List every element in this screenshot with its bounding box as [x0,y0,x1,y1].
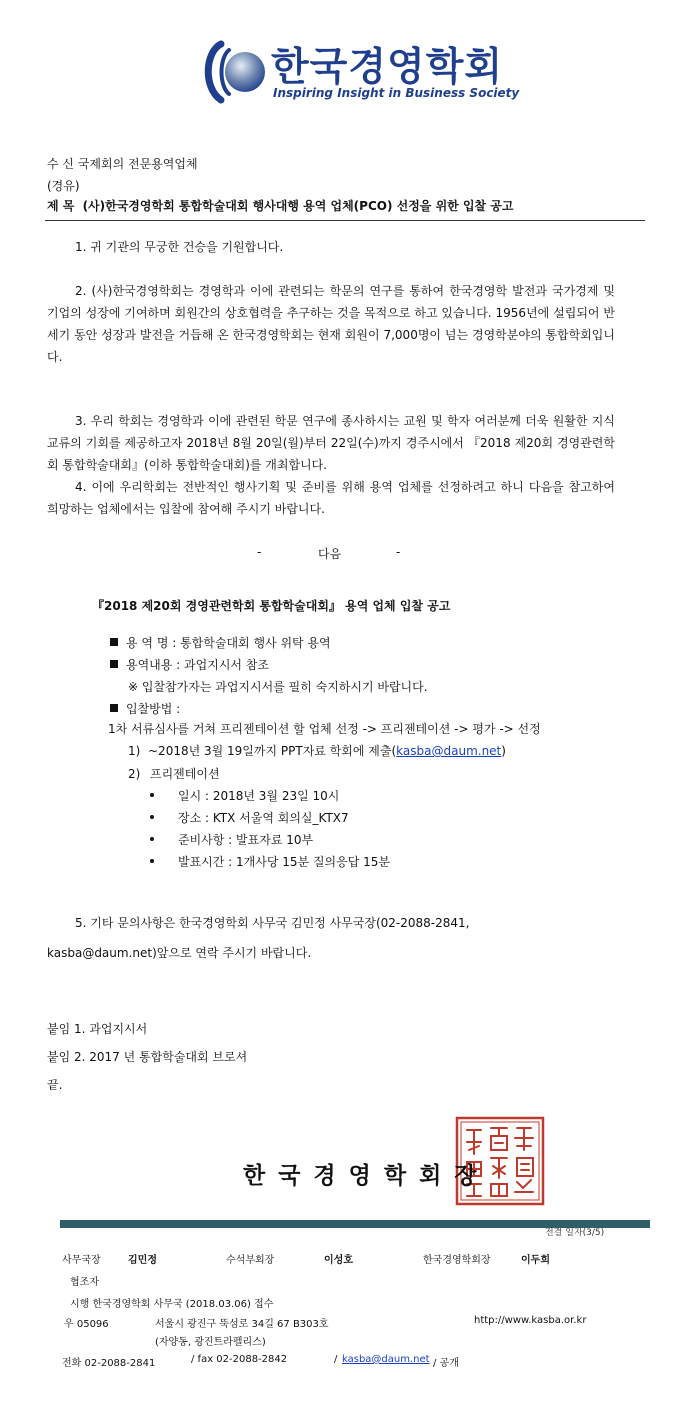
next-label: 다음 [318,547,342,561]
signature-title: 한국경영학회장 [243,1162,490,1189]
name-3: 이두희 [521,1255,550,1266]
address-line-2: (자양동, 광진트라펠리스) [155,1337,266,1348]
bullet-dot-icon [150,793,154,797]
notice-title: 『2018 제20회 경영관련학회 통합학술대회』 용역 업체 입찰 공고 [92,599,451,613]
square-bullet-icon [110,638,118,646]
paragraph-1: 1. 귀 기관의 무궁한 건승을 기원합니다. [75,240,284,254]
next-dash-left: - [257,545,262,559]
step-2: 2) 프리젠테이션 [128,767,220,781]
step-1: 1) ~2018년 3월 19일까지 PPT자료 학회에 제출(kasba@daum.net) [128,744,506,758]
kasba-logo-icon [199,38,267,106]
postal-code: 우 05096 [64,1319,109,1330]
email-slash: / [334,1354,338,1365]
attachment-1: 붙임 1. 과업지시서 [47,1022,148,1036]
website[interactable]: http://www.kasba.or.kr [474,1315,587,1326]
approval-partial: 전결 일자(3/5) [545,1228,605,1238]
recipient-line [47,155,198,172]
contact-line-1: 5. 기타 문의사항은 한국경영학회 사무국 김민정 사무국장(02-2088-2841, [75,916,470,930]
subject-value: (사)한국경영학회 통합학술대회 행사대행 용역 업체(PCO) 선정을 위한 입찰 공고 [82,199,514,213]
square-bullet-icon [110,704,118,712]
square-bullet-icon [110,660,118,668]
detail-item: 장소 : KTX 서울역 회의실_KTX7 [150,809,349,826]
attachment-2: 붙임 2. 2017 년 통합학술대회 브로셔 [47,1050,248,1064]
header-divider [45,220,645,221]
paragraph-4: 4. 이에 우리학회는 전반적인 행사기획 및 준비를 위해 용역 업체를 선정하려고 하니 다음을 참고하여 희망하는 업체에서는 입찰에 참여해 주시기 바랍니다. [47,480,615,516]
cooperator: 협조자 [70,1277,99,1288]
bullet-dot-icon [150,859,154,863]
enforce-line: 시행 한국경영학회 사무국 (2018.03.06) 접수 [70,1299,274,1310]
subject-line [47,197,514,214]
fax: / fax 02-2088-2842 [191,1354,288,1365]
role-2: 수석부회장 [226,1255,275,1266]
service-note: ※ 입찰참가자는 과업지시서를 필히 숙지하시기 바랍니다. [128,680,428,694]
detail-item: 발표시간 : 1개사당 15분 질의응답 15분 [150,853,390,870]
role-1: 사무국장 [62,1255,101,1266]
public-label: / 공개 [433,1358,459,1369]
bullet-dot-icon [150,837,154,841]
paragraph-3: 3. 우리 학회는 경영학과 이에 관련된 학문 연구에 종사하시는 교원 및 학자 여러분께 더욱 원활한 지식교류의 기회를 제공하고자 2018년 8월 20일(월)부터 22일(수)까지 경주시에서 『2018 제20회 경영관련학회 통합학술대회』(이하 통합학술대회)를 개최합니다. [47,414,615,472]
name-1: 김민정 [128,1255,157,1266]
name-2: 이성호 [324,1255,353,1266]
footer-email-link[interactable]: kasba@daum.net [342,1354,430,1365]
logo-title: 한국경영학회 [271,45,504,90]
service-name: 용 역 명 : 통합학술대회 행사 위탁 용역 [110,634,331,651]
end-mark: 끝. [47,1078,63,1092]
recipient-value: 국제회의 전문용역업체 [77,157,198,171]
subject-label: 제 목 [47,199,75,213]
logo-subtitle: Inspiring Insight in Business Society [273,86,520,100]
detail-item: 일시 : 2018년 3월 23일 10시 [150,787,339,804]
bullet-dot-icon [150,815,154,819]
contact-line-2: kasba@daum.net)앞으로 연락 주시기 바랍니다. [47,946,312,960]
address-line-1: 서울시 광진구 뚝섬로 34길 67 B303호 [155,1319,329,1330]
paragraph-2: 2. (사)한국경영학회는 경영학과 이에 관련되는 학문의 연구를 통하여 한국경영학 발전과 국가경제 및 기업의 성장에 기여하며 회원간의 상호협력을 추구하는 것을 목적으로 하고 있습니다. 1956년에 설립되어 반세기 동안 성장과 발전을 거듭해 온 한국경영학회는 현재 회원이 7,000명이 넘는 경영학분야의 통합학회입니다. [47,284,615,364]
service-content: 용역내용 : 과업지시서 참조 [110,656,269,673]
next-dash-right: - [396,545,401,559]
via-line: (경유) [47,179,80,193]
submit-email-link[interactable]: kasba@daum.net [396,744,502,758]
recipient-label: 수 신 [47,157,74,171]
bid-method: 입찰방법 : [110,700,180,717]
bid-process: 1차 서류심사를 거쳐 프리젠테이션 할 업체 선정 -> 프리젠테이션 -> 평가 -> 선정 [108,722,541,736]
phone: 전화 02-2088-2841 [62,1358,156,1369]
detail-item: 준비사항 : 발표자료 10부 [150,831,313,848]
role-3: 한국경영학회장 [423,1255,491,1266]
